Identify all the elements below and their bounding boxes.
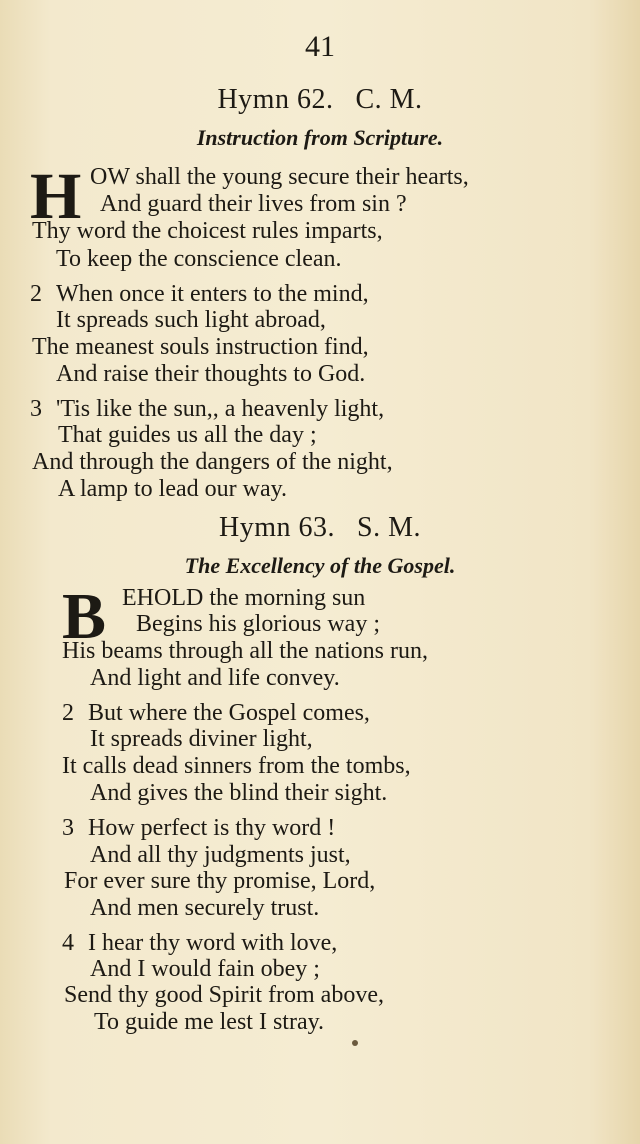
hymn-63-verse-1-line-2: Begins his glorious way ; bbox=[136, 611, 380, 637]
verse-number: 2 bbox=[62, 700, 74, 726]
hymn-63-verse-1-line-1: EHOLD the morning sun bbox=[122, 585, 366, 611]
hymn-62-verse-3-line-3: And through the dangers of the night, bbox=[32, 449, 393, 475]
hymn-63-verse-2-line-3: It calls dead sinners from the tombs, bbox=[62, 753, 411, 779]
hymn-62-verse-1-line-3: Thy word the choicest rules imparts, bbox=[32, 218, 383, 244]
hymn-63-verse-3-line-2: And all thy judgments just, bbox=[90, 842, 351, 868]
verse-number: 3 bbox=[62, 815, 74, 841]
hymn-62-verse-2-line-4: And raise their thoughts to God. bbox=[56, 361, 366, 387]
hymn-62-verse-2-line-2: It spreads such light abroad, bbox=[56, 307, 326, 333]
hymn-62-verse-2-line-1: 2 When once it enters to the mind, bbox=[30, 281, 369, 307]
hymn-63-verse-3-line-1: 3 How perfect is thy word ! bbox=[62, 815, 336, 841]
hymn-63-verse-4-line-4: To guide me lest I stray. bbox=[94, 1009, 325, 1035]
verse-number: 2 bbox=[30, 281, 42, 307]
hymn-62-dropcap: H bbox=[30, 160, 82, 233]
hymn-63-dropcap: B bbox=[62, 580, 107, 653]
hymn-63-verse-4-line-1: 4 I hear thy word with love, bbox=[62, 930, 338, 956]
ink-speck bbox=[352, 1040, 358, 1046]
verse-number: 4 bbox=[62, 930, 74, 956]
hymn-63-number: Hymn 63. bbox=[219, 512, 336, 543]
hymn-63-meter: S. M. bbox=[357, 512, 421, 543]
hymn-62-subtitle: Instruction from Scripture. bbox=[196, 125, 444, 150]
hymn-62-verse-3-line-2: That guides us all the day ; bbox=[58, 422, 317, 448]
hymn-63-verse-2-line-4: And gives the blind their sight. bbox=[90, 780, 388, 806]
hymn-63-verse-4-line-3: Send thy good Spirit from above, bbox=[64, 982, 384, 1008]
hymn-62-verse-1-line-1: OW shall the young secure their hearts, bbox=[90, 164, 469, 190]
verse-number: 3 bbox=[30, 396, 42, 422]
hymn-62-number: Hymn 62. bbox=[217, 84, 334, 115]
hymn-62-verse-3-line-4: A lamp to lead our way. bbox=[58, 476, 288, 502]
hymn-62-meter: C. M. bbox=[355, 84, 423, 115]
hymn-63-verse-2-line-2: It spreads diviner light, bbox=[90, 726, 313, 752]
hymn-62-title bbox=[0, 84, 640, 116]
hymn-62-verse-2-line-3: The meanest souls instruction find, bbox=[32, 334, 369, 360]
hymn-63-verse-3-line-4: And men securely trust. bbox=[90, 895, 320, 921]
hymn-62-verse-1-line-4: To keep the conscience clean. bbox=[56, 246, 342, 272]
hymn-63-verse-1-line-3: His beams through all the nations run, bbox=[62, 638, 428, 664]
hymn-62-verse-1-line-2: And guard their lives from sin ? bbox=[100, 191, 407, 217]
hymn-63-verse-2-line-1: 2 But where the Gospel comes, bbox=[62, 700, 370, 726]
hymn-63-verse-1-line-4: And light and life convey. bbox=[90, 665, 340, 691]
page-number: 41 bbox=[305, 30, 335, 63]
hymn-63-subtitle: The Excellency of the Gospel. bbox=[184, 553, 456, 578]
hymn-63-verse-3-line-3: For ever sure thy promise, Lord, bbox=[64, 868, 376, 894]
hymn-63-verse-4-line-2: And I would fain obey ; bbox=[90, 956, 320, 982]
hymn-62-verse-3-line-1: 3 'Tis like the sun,, a heavenly light, bbox=[30, 396, 385, 422]
hymn-63-title bbox=[0, 512, 640, 544]
